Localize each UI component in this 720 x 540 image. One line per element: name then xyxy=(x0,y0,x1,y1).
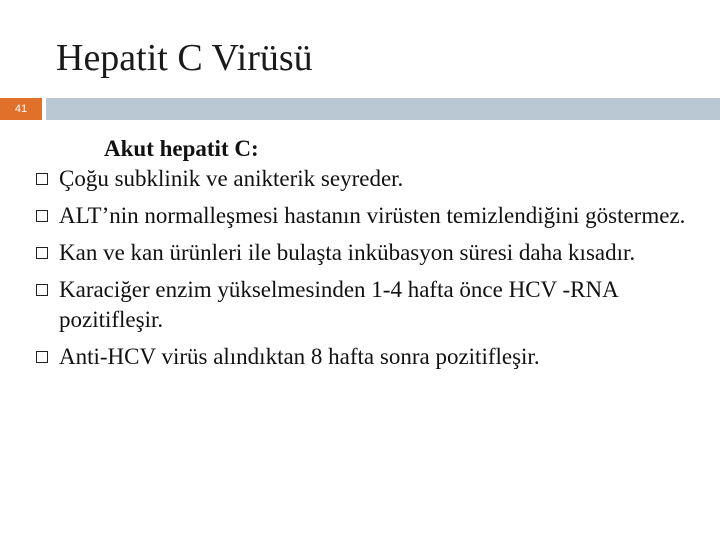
bullet-text: Karaciğer enzim yükselmesinden 1-4 hafta önce HCV -RNA pozitifleşir. xyxy=(59,277,618,332)
subheading: Akut hepatit C: xyxy=(104,136,259,161)
hollow-square-bullet-icon xyxy=(36,351,48,363)
hollow-square-bullet-icon xyxy=(36,284,48,296)
bullet-text: ALT’nin normalleşmesi hastanın virüsten temizlendiğini göstermez. xyxy=(59,203,686,228)
bullet-item xyxy=(34,164,694,194)
bullet-item xyxy=(34,201,694,231)
header-band xyxy=(46,98,720,120)
bullet-item xyxy=(34,342,694,372)
bullet-text: Anti-HCV virüs alındıktan 8 hafta sonra pozitifleşir. xyxy=(59,344,540,369)
hollow-square-bullet-icon xyxy=(36,173,48,185)
hollow-square-bullet-icon xyxy=(36,247,48,259)
bullet-item xyxy=(34,275,694,335)
hollow-square-bullet-icon xyxy=(36,210,48,222)
bullet-text: Çoğu subklinik ve anikterik seyreder. xyxy=(59,166,404,191)
bullet-text: Kan ve kan ürünleri ile bulaşta inkübasyon süresi daha kısadır. xyxy=(59,240,636,265)
slide-content xyxy=(34,134,694,379)
bullet-list xyxy=(34,164,694,372)
slide-title: Hepatit C Virüsü xyxy=(56,37,313,79)
slide-number: 41 xyxy=(0,98,42,120)
bullet-item xyxy=(34,238,694,268)
